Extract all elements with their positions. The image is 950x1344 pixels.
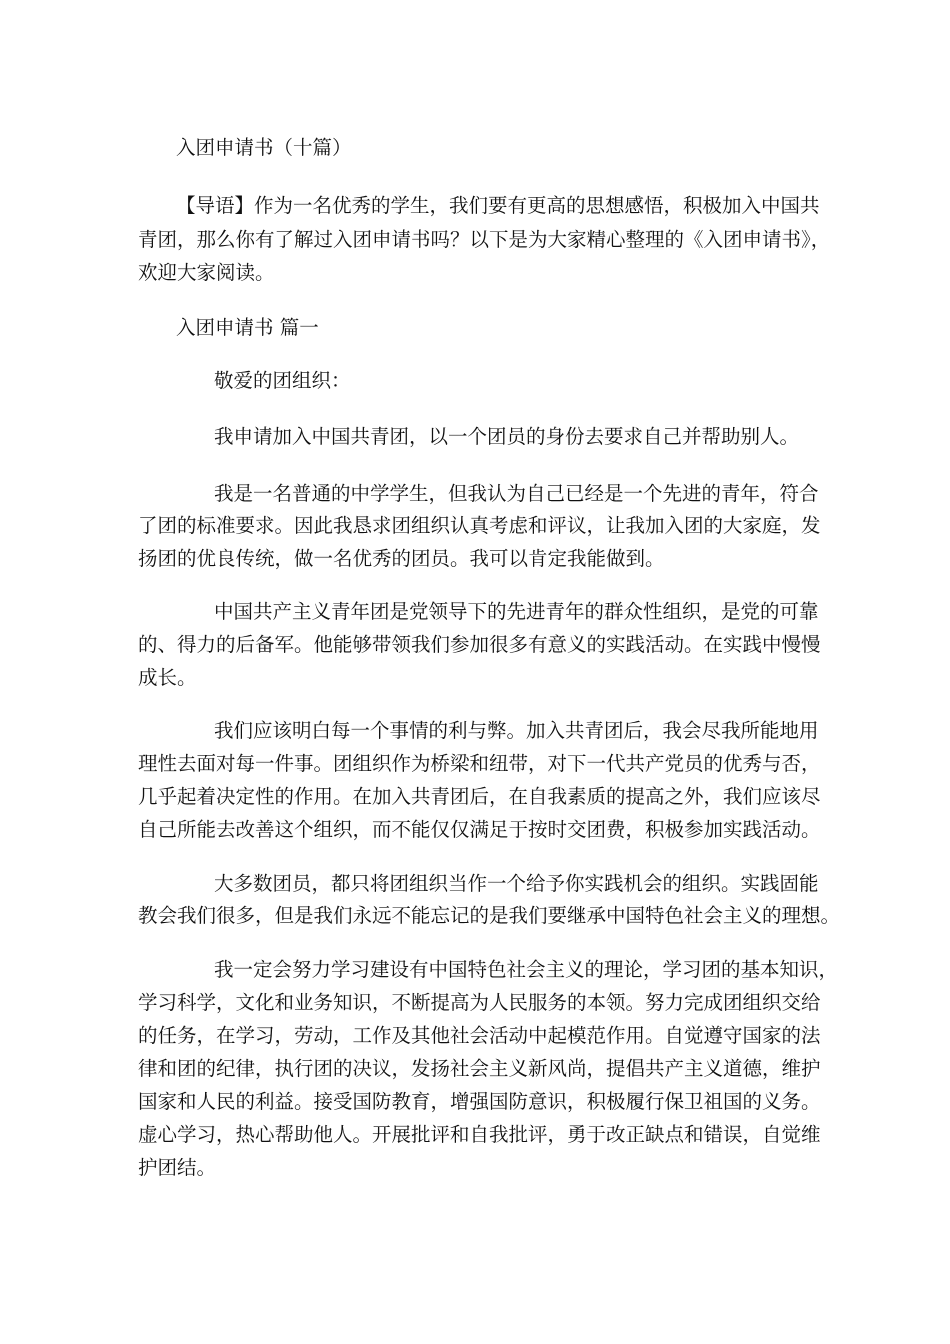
paragraph-line: 理性去面对每一件事。团组织作为桥梁和纽带，对下一代共产党员的优秀与否， <box>138 752 821 775</box>
intro-line: 青团，那么你有了解过入团申请书吗？以下是为大家精心整理的《入团申请书》， <box>138 228 831 251</box>
paragraph-line: 我们应该明白每一个事情的利与弊。加入共青团后，我会尽我所能地用 <box>214 719 819 742</box>
paragraph-line: 大多数团员，都只将团组织当作一个给予你实践机会的组织。实践固能 <box>214 872 819 895</box>
paragraph-line: 自己所能去改善这个组织，而不能仅仅满足于按时交团费，积极参加实践活动。 <box>138 818 821 841</box>
intro-line: 【导语】作为一名优秀的学生，我们要有更高的思想感悟，积极加入中国共 <box>176 194 820 217</box>
paragraph-line: 律和团的纪律，执行团的决议，发扬社会主义新风尚，提倡共产主义道德，维护 <box>138 1057 821 1080</box>
paragraph-line: 扬团的优良传统，做一名优秀的团员。我可以肯定我能做到。 <box>138 547 665 570</box>
salutation: 敬爱的团组织： <box>214 369 351 392</box>
paragraph-line: 了团的标准要求。因此我恳求团组织认真考虑和评议，让我加入团的大家庭，发 <box>138 514 821 537</box>
document-title: 入团申请书（十篇） <box>176 136 352 159</box>
paragraph-line: 的、得力的后备军。他能够带领我们参加很多有意义的实践活动。在实践中慢慢 <box>138 633 821 656</box>
paragraph-line: 国家和人民的利益。接受国防教育，增强国防意识，积极履行保卫祖国的义务。 <box>138 1090 821 1113</box>
section-title: 入团申请书 篇一 <box>176 316 319 339</box>
intro-line: 欢迎大家阅读。 <box>138 261 275 284</box>
paragraph-line: 中国共产主义青年团是党领导下的先进青年的群众性组织，是党的可靠 <box>214 600 819 623</box>
paragraph-line: 学习科学，文化和业务知识，不断提高为人民服务的本领。努力完成团组织交给 <box>138 991 821 1014</box>
paragraph-line: 我申请加入中国共青团，以一个团员的身份去要求自己并帮助别人。 <box>214 425 800 448</box>
paragraph-line: 我是一名普通的中学学生，但我认为自己已经是一个先进的青年，符合 <box>214 482 819 505</box>
paragraph-line: 我一定会努力学习建设有中国特色社会主义的理论，学习团的基本知识， <box>214 958 839 981</box>
paragraph-line: 护团结。 <box>138 1156 217 1179</box>
paragraph-line: 虚心学习，热心帮助他人。开展批评和自我批评，勇于改正缺点和错误，自觉维 <box>138 1123 821 1146</box>
paragraph-line: 的任务，在学习，劳动，工作及其他社会活动中起模范作用。自觉遵守国家的法 <box>138 1024 821 1047</box>
paragraph-line: 成长。 <box>138 666 197 689</box>
paragraph-line: 教会我们很多，但是我们永远不能忘记的是我们要继承中国特色社会主义的理想。 <box>138 904 841 927</box>
paragraph-line: 几乎起着决定性的作用。在加入共青团后，在自我素质的提高之外，我们应该尽 <box>138 785 821 808</box>
